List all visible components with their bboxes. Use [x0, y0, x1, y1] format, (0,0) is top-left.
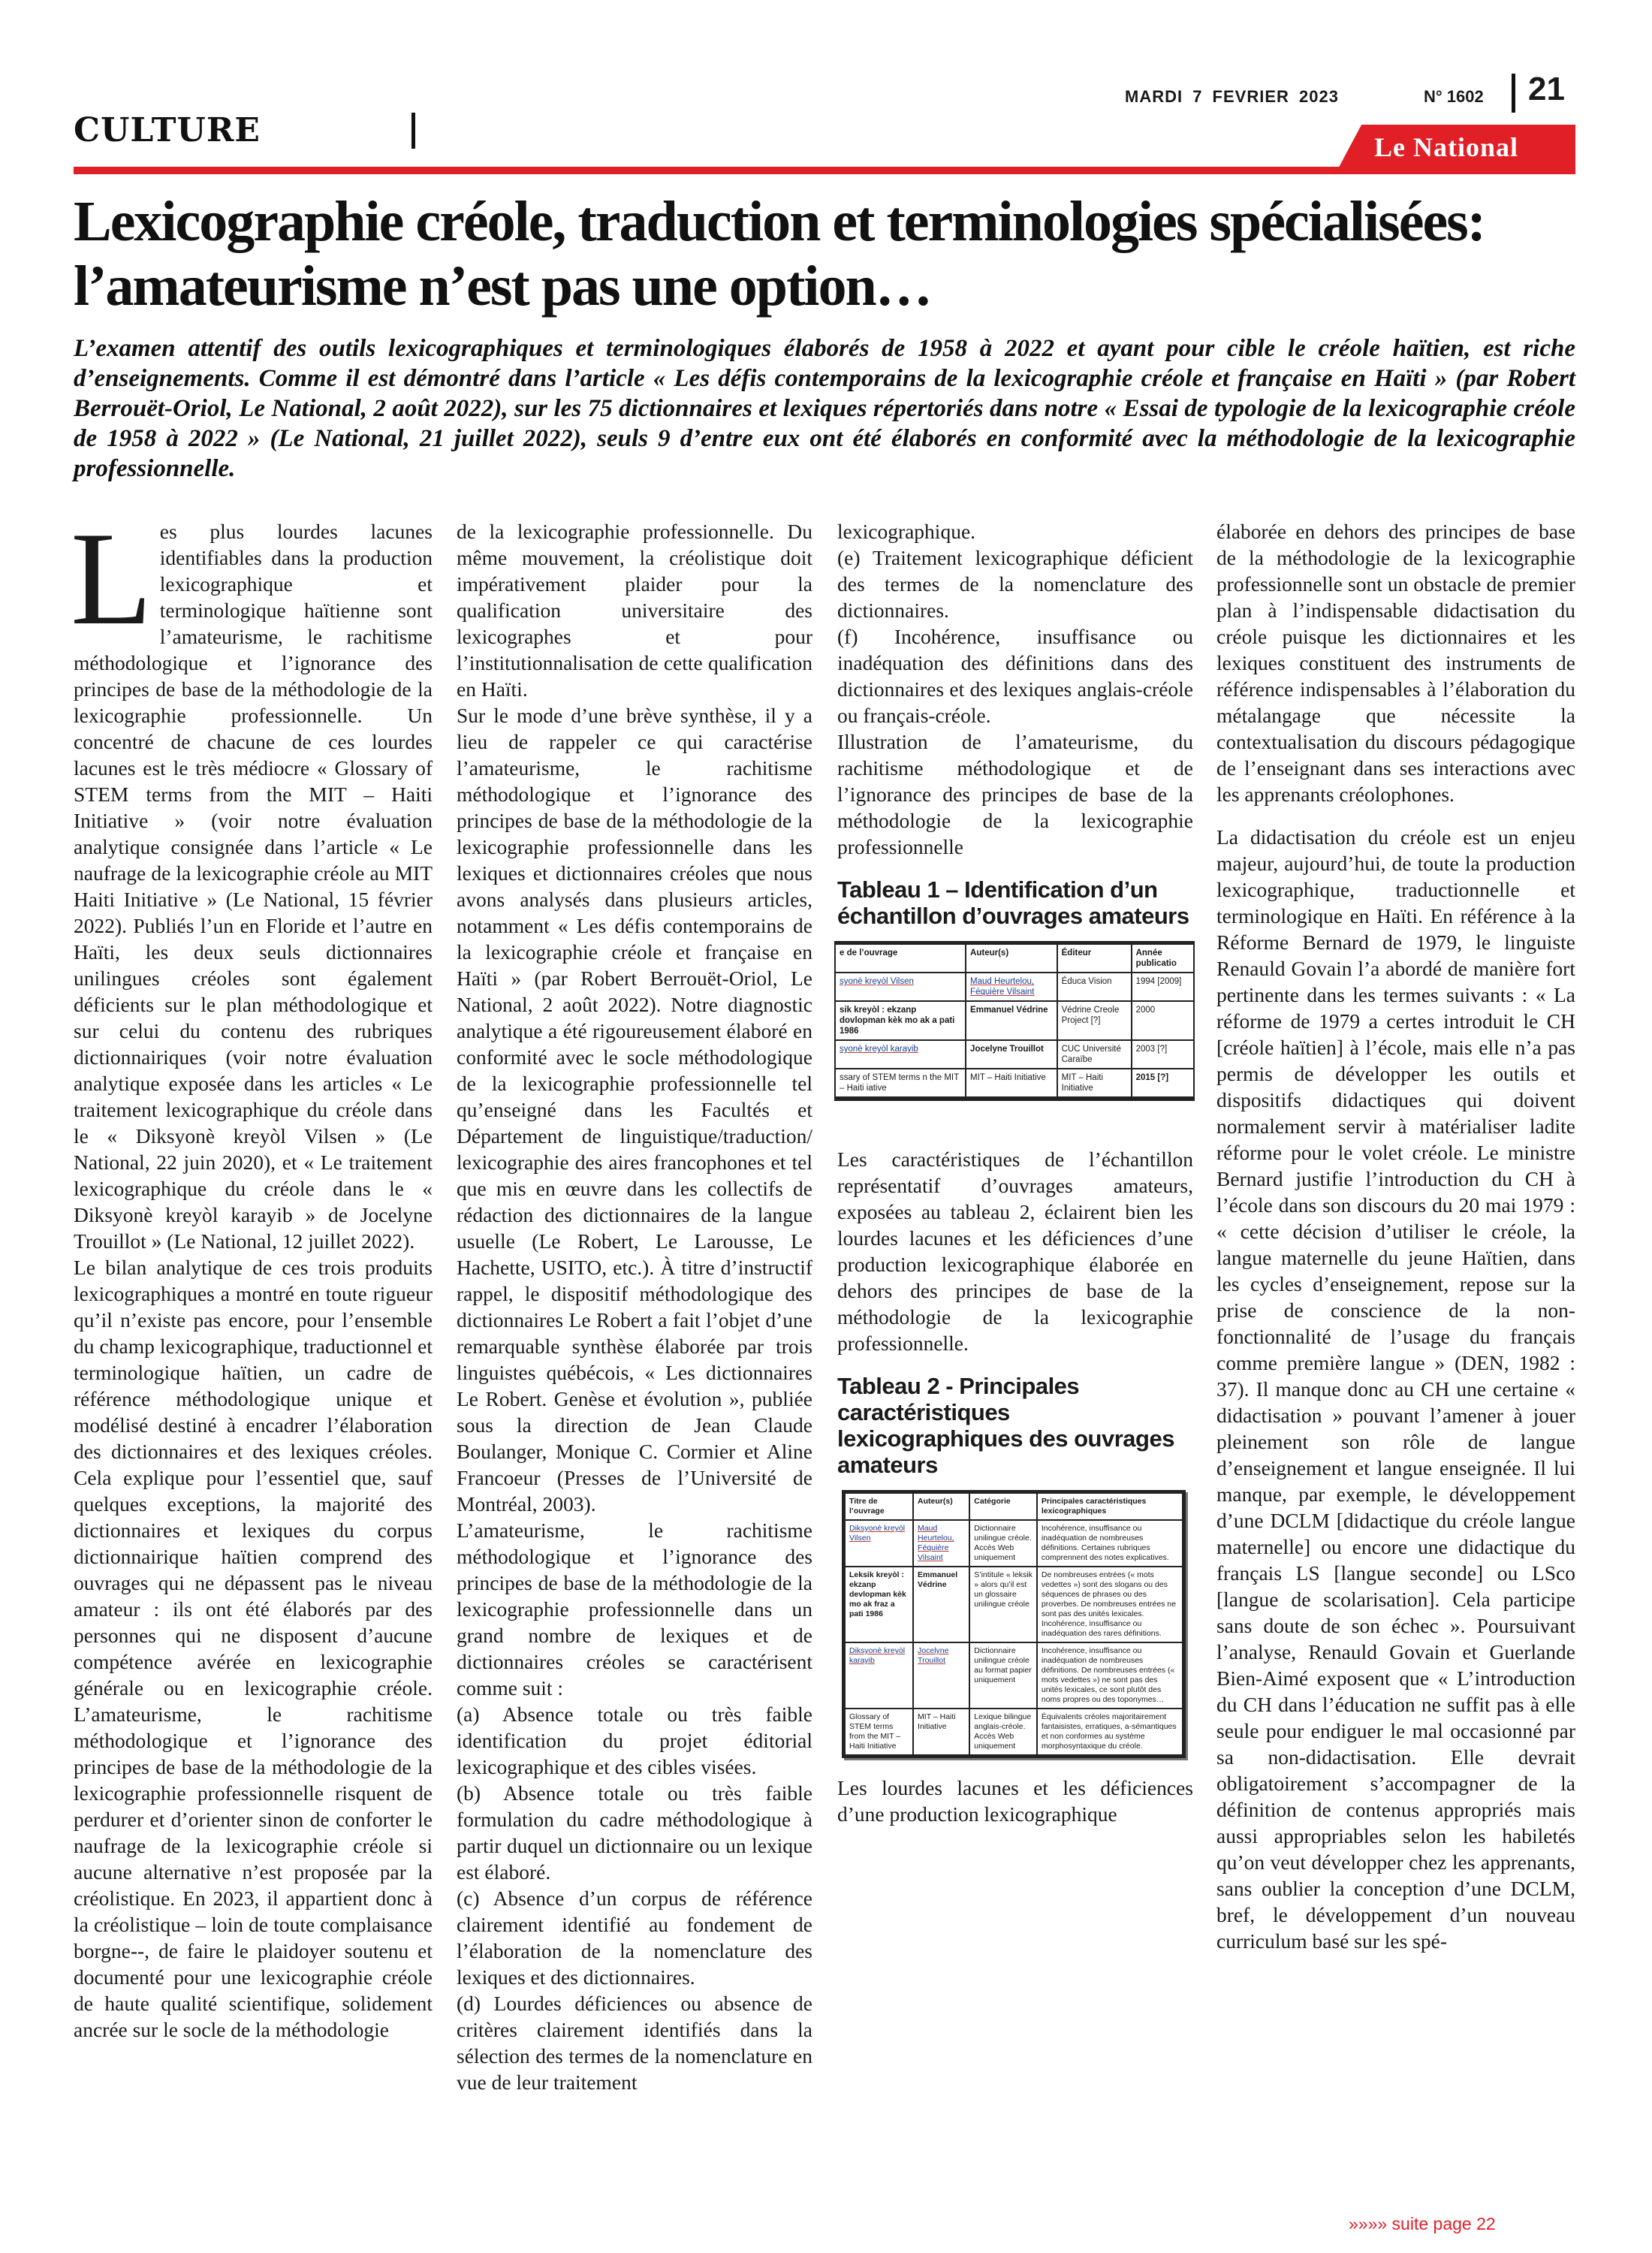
table-cell: Védrine Creole Project [?] — [1057, 1001, 1132, 1040]
table-cell: Emmanuel Védrine — [913, 1567, 969, 1642]
column-4 — [1216, 518, 1575, 1954]
paragraph — [71, 504, 433, 1254]
list-item-d: (d) Lourdes déficiences ou absence de critères clairement identifiés dans la sélection des termes de la nomenclature en vue de leur traitement — [457, 1992, 812, 2094]
section-divider — [411, 113, 415, 149]
continued-link[interactable]: »»»» suite page 22 — [1349, 2214, 1496, 2233]
paragraph: Les caractéristiques de l’échantillon représentatif d’ouvrages amateurs, exposées au tableau 2, éclairent bien les lourdes lacunes et les déficiences d’une production lexicographique élaborée en dehors des principes de base de la méthodologie de la lexicographie professionnelle. — [837, 1148, 1193, 1355]
table-row — [835, 1040, 1194, 1069]
headline-line-1: Lexicographie créole, traduction et terminologies spécialisées: — [74, 190, 1485, 253]
table-header-row — [835, 944, 1194, 973]
column-3 — [837, 518, 1193, 1827]
table-cell: Maud Heurtelou, Féquière Vilsaint — [913, 1520, 969, 1567]
table-row — [845, 1567, 1183, 1642]
table-row — [845, 1520, 1183, 1567]
table-header-cell: Principales caractéristiques lexicographiques — [1037, 1493, 1183, 1520]
table-2-title: Tableau 2 - Principales caractéristiques lexicographiques des ouvrages amateurs — [837, 1373, 1174, 1478]
drop-cap: L — [71, 504, 152, 653]
table-cell: Diksyonè kreyòl karayib — [845, 1642, 913, 1709]
list-item-b: (b) Absence totale ou très faible formulation du cadre méthodologique à partir duquel un dictionnaire ou un lexique est élaboré. — [457, 1781, 812, 1884]
column-1 — [71, 504, 433, 2043]
paragraph: Illustration de l’amateurisme, du rachitisme méthodologique et de l’ignorance des principes de base de la méthodologie de la lexicographie professionnelle — [837, 730, 1193, 858]
issue-number: N° 1602 — [1424, 87, 1484, 106]
table-cell: MIT – Haiti Initiative — [913, 1709, 969, 1755]
table-header-cell: Année publicatio — [1132, 944, 1194, 973]
table-cell: syonè kreyòl karayib — [835, 1040, 966, 1069]
paragraph: Le bilan analytique de ces trois produits lexicographiques a montré en toute rigueur qu’il n’existe pas encore, pour l’ensemble du champ lexicographique, traductionnel et terminologique haïtien, un cadre de référence méthodologique unique et modélisé destiné à encadrer l’élaboration des dictionnaires et des lexiques créoles. Cela explique pour l’essentiel que, sauf quelques exceptions, la majorité des dictionnaires et lexiques du corpus dictionnairique haïtien comprend des ouvrages qui ne dépassent pas le niveau amateur : ils ont été élaborés par des personnes qui ne disposent d’aucune compétence avérée en lexicographie générale ou en lexicographie créole. L’amateurisme, le rachitisme méthodologique et l’ignorance des principes de base de la méthodologie de la lexicographie professionnelle risquent de perdurer et d’orienter sinon de conforter le naufrage de la lexicographie créole si aucune alternative n’est proposée par la créolistique. En 2023, il appartient donc à la créolistique – loin de toute complaisance borgne--, de faire le plaidoyer soutenu et documenté pour une lexicographie créole de haute qualité scientifique, solidement ancrée sur le socle de la méthodologie — [74, 1256, 433, 2041]
table-cell: Diksyonè kreyòl Vilsen — [845, 1520, 913, 1567]
section-label: CULTURE — [74, 111, 261, 149]
table-cell: MIT – Haiti Initiative — [1057, 1069, 1132, 1097]
table-cell: 2015 [?] — [1132, 1069, 1194, 1097]
table-row — [835, 1069, 1194, 1097]
column-2 — [457, 518, 812, 2095]
table-cell: 2000 — [1132, 1001, 1194, 1040]
table-cell: ssary of STEM terms n the MIT – Haiti iative — [835, 1069, 966, 1097]
list-item-c: (c) Absence d’un corpus de référence clairement identifié au fondement de l’élaboration de la nomenclature des lexiques et des dictionnaires. — [457, 1887, 812, 1989]
paragraph: La didactisation du créole est un enjeu majeur, aujourd’hui, de toute la production lexicographique, traductionnelle et terminologique en Haïti. En référence à la Réforme Bernard de 1979, le linguiste Renauld Govain l’a abordé de manière fort pertinente dans les termes suivants : « La réforme de 1979 a certes introduit le CH [créole haïtien] à l’école, mais elle n’a pas permis de développer les outils et dispositifs didactiques qui doivent normalement servir à matérialiser ladite réforme pour le volet créole. Le ministre Bernard justifie l’introduction du CH à l’école dans son discours du 20 mai 1979 : « cette décision d’utiliser le créole, la langue maternelle du jeune Haïtien, dans les cycles d’enseignement, repose sur la prise de conscience de la non-fonctionnalité de l’usage du français comme première langue » (DEN, 1982 : 37). Il manque donc au CH une certaine « didactisation » pouvant l’amener à jouer pleinement son rôle de langue d’enseignement et langue enseignée. Il lui manque, par exemple, le développement d’une DCLM [didactique du créole langue maternelle] ou encore une didactique du français LS [langue seconde] ou LSco [langue de scolarisation]. Cela participe sans doute de son échec ». Poursuivant l’analyse, Renauld Govain et Guerlande Bien-Aimé exposent que « L’introduction du CH dans l’éducation ne suffit pas à elle seule pour endiguer le mal occasionné par sa non-didactisation. Elle devrait obligatoirement s’accompagner de la définition de contenus appropriés mais aussi appropriables selon les habiletés qu’on veut développer chez les apprenants, sans oublier la conception d’une DCLM, bref, le développement d’un nouveau curriculum basé sur les spé- — [1216, 825, 1575, 1953]
table-2-grid — [844, 1492, 1183, 1756]
page-divider — [1512, 74, 1515, 113]
table-cell: Emmanuel Védrine — [966, 1001, 1057, 1040]
spacer — [837, 1101, 1193, 1146]
table-cell: syonè kreyòl Vilsen — [835, 973, 966, 1001]
table-cell: 1994 [2009] — [1132, 973, 1194, 1001]
header-rule — [74, 167, 1575, 174]
table-header-row — [845, 1493, 1183, 1520]
brand-name: Le National — [1374, 132, 1519, 162]
table-cell: Équivalents créoles majoritairement fantaisistes, erratiques, a-sémantiques et non conformes au système morphosyntaxique du créole. — [1037, 1709, 1183, 1755]
paragraph: de la lexicographie professionnelle. Du même mouvement, la créolistique doit impérativement plaider pour la qualification universitaire des lexicographes et pour l’institutionnalisation de cette qualification en Haïti. — [457, 520, 812, 701]
paragraph-text: es plus lourdes lacunes identifiables dans la production lexicographique et terminologique haïtienne sont l’amateurisme, le rachitisme méthodologique et l’ignorance des principes de base de la méthodologie de la lexicographie professionnelle. Un concentré de chacune de ces lourdes lacunes est le très médiocre « Glossary of STEM terms from the MIT – Haiti Initiative » (voir notre évaluation analytique consignée dans l’article « Le naufrage de la lexicographie créole au MIT Haiti Initiative » (Le National, 15 février 2022). Publiés l’un en Floride et l’autre en Haïti, les deux seuls dictionnaires unilingues créoles sont également déficients sur le plan méthodologique et sur celui du contenu des rubriques dictionnairiques (voir notre évaluation analytique exposée dans les articles « Le traitement lexicographique du créole dans le « Diksyonè kreyòl Vilsen » (Le National, 22 juin 2020), et « Le traitement lexicographique du créole dans le « Diksyonè kreyòl karayib » de Jocelyne Trouillot » (Le National, 12 juillet 2022). — [74, 520, 433, 1253]
table-header-cell: Auteur(s) — [913, 1493, 969, 1520]
table-row — [835, 1001, 1194, 1040]
lead-paragraph: L’examen attentif des outils lexicographiques et terminologiques élaborés de 1958 à 2022 et ayant pour cible le créole haïtien, est riche d’enseignements. Comme il est démontré dans l’article « Les défis contemporains de la lexicographie créole et française en Haïti » (par Robert Berrouët-Oriol, Le National, 2 août 2022), sur les 75 dictionnaires et lexiques répertoriés dans notre « Essai de typologie de la lexicographie créole de 1958 à 2022 » (Le National, 21 juillet 2022), seuls 9 d’entre eux ont été élaborés en conformité avec la méthodologie de la lexicographie professionnelle. — [74, 335, 1575, 482]
page-number: 21 — [1528, 71, 1565, 107]
table-1 — [834, 941, 1195, 1101]
table-cell: Éduca Vision — [1057, 973, 1132, 1001]
table-cell: sik kreyòl : ekzanp dovlopman kèk mo ak a pati 1986 — [835, 1001, 966, 1040]
table-1-grid — [834, 943, 1195, 1098]
table-header-cell: Auteur(s) — [966, 944, 1057, 973]
list-item-e: (e) Traitement lexicographique déficient des termes de la nomenclature des dictionnaires. — [837, 546, 1193, 622]
table-cell: Lexique bilingue anglais-créole. Accès Web uniquement — [969, 1709, 1037, 1755]
table-cell: De nombreuses entrées (« mots vedettes ») sont des slogans ou des séquences de phrases ou des proverbes. De nombreuses entrées ne sont pas des unités lexicales. Incohérence, insuffisance ou inadéquation des rares définitions. — [1037, 1567, 1183, 1642]
table-cell: Glossary of STEM terms from the MIT – Haiti Initiative — [845, 1709, 913, 1755]
paragraph: lexicographique. — [837, 520, 976, 543]
table-header-cell: Catégorie — [969, 1493, 1037, 1520]
spacer — [837, 1758, 1193, 1775]
table-cell: Incohérence, insuffisance ou inadéquation de nombreuses définitions. Certaines rubriques comprennent des notes explicatives. — [1037, 1520, 1183, 1567]
table-row — [845, 1642, 1183, 1709]
headline-line-2: l’amateurisme n’est pas une option… — [74, 255, 931, 318]
table-row — [845, 1709, 1183, 1755]
table-cell: MIT – Haiti Initiative — [966, 1069, 1057, 1097]
table-cell: Leksik kreyòl : ekzanp devlopman kèk mo ak fraz a pati 1986 — [845, 1567, 913, 1642]
table-header-cell: Titre de l’ouvrage — [845, 1493, 913, 1520]
paragraph: élaborée en dehors des principes de base de la méthodologie de la lexicographie professionnelle sont un obstacle de premier plan à l’indispensable didactisation du créole puisque les dictionnaires et les lexiques constituent des instruments de référence indispensables à l’élaboration du métalangage que nécessite la contextualisation du discours pédagogique de l’enseignant dans ses interactions avec les apprenants créolophones. — [1216, 520, 1575, 806]
paragraph: Les lourdes lacunes et les déficiences d’une production lexicographique — [837, 1776, 1193, 1826]
table-cell: CUC Université Caraïbe — [1057, 1040, 1132, 1069]
table-cell: Maud Heurtelou, Féquière Vilsaint — [966, 973, 1057, 1001]
spacer — [1216, 807, 1575, 824]
list-item-f: (f) Incohérence, insuffisance ou inadéquation des définitions dans des dictionnaires et des lexiques anglais-créole ou français-créole. — [837, 625, 1193, 727]
headline — [74, 189, 1590, 318]
table-cell: Dictionnaire unilingue créole au format papier uniquement — [969, 1642, 1037, 1709]
issue-date: MARDI 7 FEVRIER 2023 — [1125, 87, 1339, 106]
table-header-cell: e de l’ouvrage — [835, 944, 966, 973]
table-cell: Jocelyne Trouillot — [913, 1642, 969, 1709]
paragraph: Sur le mode d’une brève synthèse, il y a lieu de rappeler ce qui caractérise l’amateurisme, le rachitisme méthodologique et l’ignorance des principes de base de la méthodologie de la lexicographie professionnelle dans les lexiques et dictionnaires créoles que nous avons analysés dans plusieurs articles, notamment « Les défis contemporains de la lexicographie créole et française en Haïti » (par Robert Berrouët-Oriol, Le National, 2 août 2022). Notre diagnostic analytique a été rigoureusement élaboré en conformité avec le socle méthodologique de la lexicographie professionnelle tel qu’enseigné dans les Facultés et Département de linguistique/traduction/ lexicographie des aires francophones et tel que mis en œuvre dans les collectifs de rédaction des dictionnaires de la langue usuelle (Le Robert, Le Larousse, Le Hachette, USITO, etc.). À titre d’instructif rappel, le dispositif méthodologique des dictionnaires Le Robert a fait l’objet d’une remarquable synthèse élaborée par trois linguistes québécois, « Les dictionnaires Le Robert. Genèse et évolution », publiée sous la direction de Jean Claude Boulanger, Monique C. Cormier et Aline Francoeur (Presses de l’Université de Montréal, 2003). — [457, 704, 812, 1516]
list-item-a: (a) Absence totale ou très faible identification du projet éditorial lexicographique et des cibles visées. — [457, 1703, 812, 1778]
table-header-cell: Éditeur — [1057, 944, 1132, 973]
table-cell: Incohérence, insuffisance ou inadéquation de nombreuses définitions. De nombreuses entrées (« mots vedettes ») ne sont pas des unités lexicales, ce sont plutôt des noms propres ou des toponymes… — [1037, 1642, 1183, 1709]
paragraph: L’amateurisme, le rachitisme méthodologique et l’ignorance des principes de base de la méthodologie de la lexicographie professionnelle dans un grand nombre de lexiques et de dictionnaires créoles se caractérisent comme suit : — [457, 1519, 812, 1700]
table-cell: Jocelyne Trouillot — [966, 1040, 1057, 1069]
table-cell: 2003 [?] — [1132, 1040, 1194, 1069]
table-1-title: Tableau 1 – Identification d’un échantillon d’ouvrages amateurs — [837, 876, 1189, 929]
table-row — [835, 973, 1194, 1001]
table-2 — [842, 1490, 1186, 1758]
table-cell: S’intitule « leksik » alors qu’il est un glossaire unilingue créole — [969, 1567, 1037, 1642]
table-cell: Dictionnaire unilingue créole. Accès Web uniquement — [969, 1520, 1037, 1567]
